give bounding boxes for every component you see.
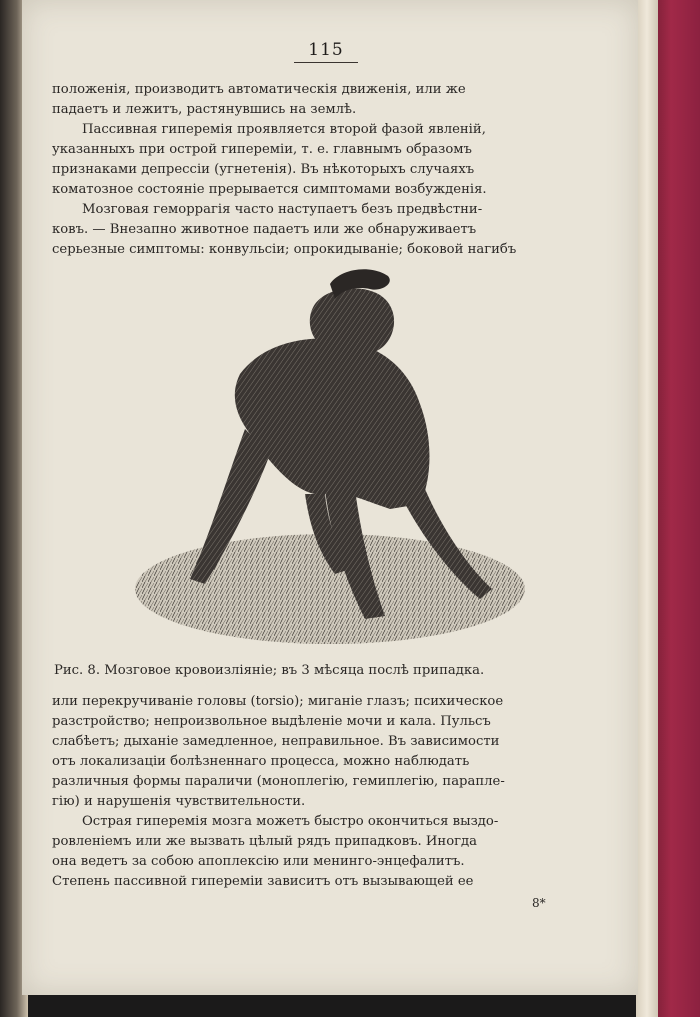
text-line: или перекручиваніе головы (torsio); миганіе глазъ; психическое <box>52 694 504 709</box>
text-line: отъ локализаціи болѣзненнаго процесса, можно наблюдать <box>52 754 470 769</box>
dog-illustration <box>130 264 530 649</box>
text-line: гію) и нарушенія чувствительности. <box>52 794 306 809</box>
text-line: Мозговая геморрагія часто наступаетъ безъ предвѣстни- <box>82 202 483 217</box>
paragraph-5 <box>52 812 572 892</box>
paragraph-3 <box>52 200 572 260</box>
paragraph-2 <box>52 120 572 200</box>
page-number-rule <box>294 62 358 63</box>
dog-head <box>310 288 394 356</box>
page-stack-edge <box>636 0 658 1017</box>
text-line: падаетъ и лежитъ, растянувшись на землѣ. <box>52 102 357 117</box>
paragraph-4 <box>52 692 572 812</box>
figure-caption: Рис. 8. Мозговое кровоизліяніе; въ 3 мѣсяца послѣ припадка. <box>54 663 485 678</box>
text-line: различныя формы параличи (моноплегію, гемиплегію, параплe- <box>52 774 505 789</box>
text-line: коматозное состояніе прерывается симптомами возбужденія. <box>52 182 487 197</box>
book-page <box>22 0 638 995</box>
text-line: ковъ. — Внезапно животное падаетъ или же обнаруживаетъ <box>52 222 477 237</box>
book-cover-edge <box>652 0 700 1017</box>
page-number: 115 <box>308 40 344 60</box>
text-line: Острая гиперемія мозга можетъ быстро окончиться выздо- <box>82 814 499 829</box>
text-line: положенія, производитъ автоматическія движенія, или же <box>52 82 466 97</box>
text-line: слабѣетъ; дыханіе замедленное, неправильное. Въ зависимости <box>52 734 500 749</box>
text-line: Степень пассивной гипереміи зависитъ отъ вызывающей ее <box>52 874 474 889</box>
text-line: серьезные симптомы: конвульсіи; опрокидываніе; боковой нагибъ <box>52 242 517 257</box>
signature-mark: 8* <box>532 896 546 910</box>
text-line: ровленіемъ или же вызвать цѣлый рядъ припадковъ. Иногда <box>52 834 478 849</box>
paragraph-1 <box>52 80 572 120</box>
text-line: признаками депрессіи (угнетенія). Въ нѣкоторыхъ случаяхъ <box>52 162 475 177</box>
text-line: она ведетъ за собою апоплексію или менинго-энцефалитъ. <box>52 854 465 869</box>
text-line: разстройство; непроизвольное выдѣленіе мочи и кала. Пульсъ <box>52 714 491 729</box>
dog-body <box>235 338 430 509</box>
text-line: указанныхъ при острой гипереміи, т. е. главнымъ образомъ <box>52 142 472 157</box>
text-line: Пассивная гиперемія проявляется второй фазой явленій, <box>82 122 486 137</box>
